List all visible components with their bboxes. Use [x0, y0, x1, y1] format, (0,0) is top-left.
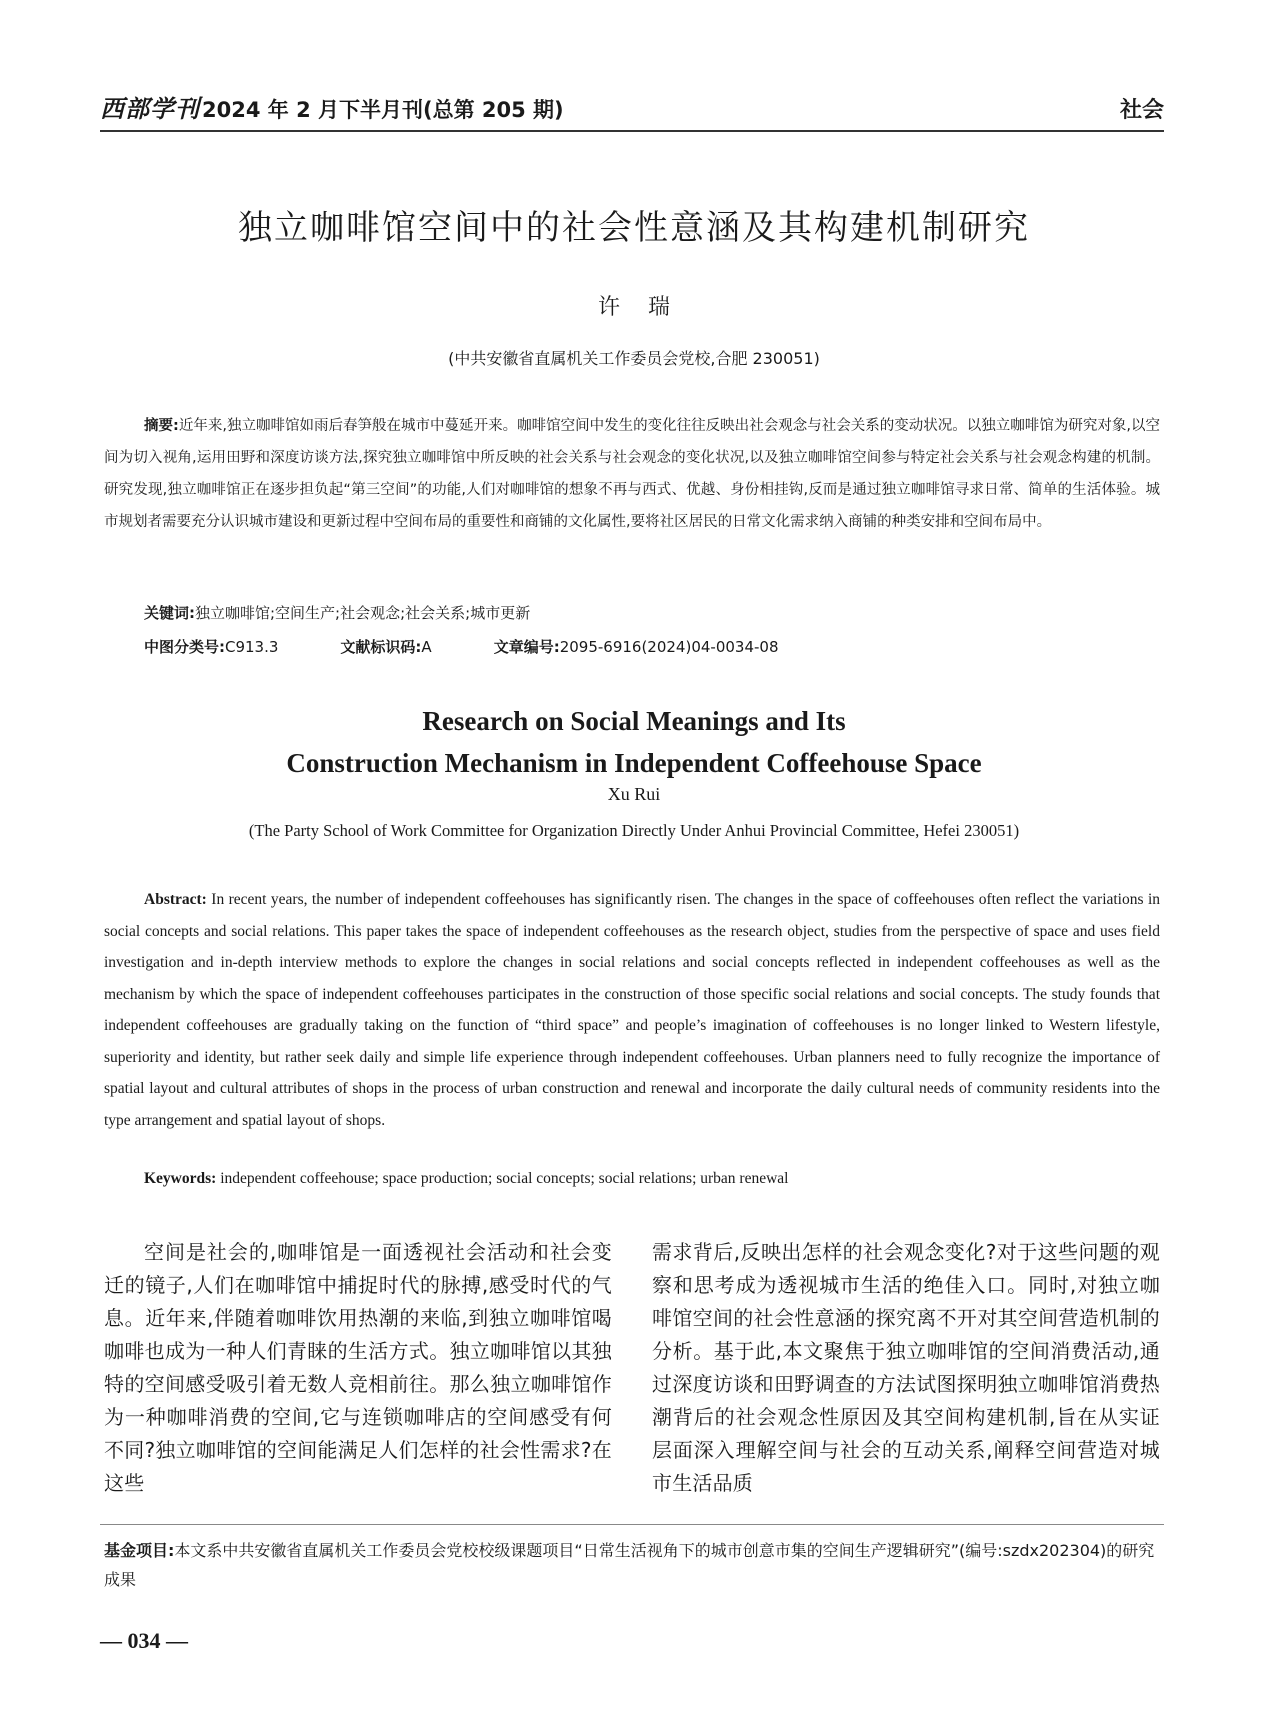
english-abstract: [104, 884, 1160, 1136]
english-abstract-label: Abstract:: [144, 891, 207, 908]
body-column-left: 空间是社会的,咖啡馆是一面透视社会活动和社会变迁的镜子,人们在咖啡馆中捕捉时代的脉搏,感受时代的气息。近年来,伴随着咖啡饮用热潮的来临,到独立咖啡馆喝咖啡也成为一种人们青睐的生活方式。独立咖啡馆以其独特的空间感受吸引着无数人竞相前往。那么独立咖啡馆作为一种咖啡消费的空间,它与连锁咖啡店的空间感受有何不同?独立咖啡馆的空间能满足人们怎样的社会性需求?在这些: [104, 1240, 612, 1495]
document-code: [340, 636, 431, 657]
section-name: 社会: [1119, 98, 1164, 123]
chinese-abstract: [104, 410, 1160, 538]
english-keywords: [144, 1170, 788, 1188]
chinese-keywords-label: 关键词:: [144, 604, 195, 622]
article-number: [494, 636, 779, 657]
document-code-value: A: [421, 638, 432, 656]
journal-name: 西部学刊: [100, 94, 200, 123]
english-keywords-label: Keywords:: [144, 1170, 217, 1187]
footnote-rule: [100, 1524, 1164, 1525]
english-author: Xu Rui: [607, 784, 661, 804]
article-number-label: 文章编号:: [493, 638, 560, 656]
english-keywords-text: independent coffeehouse; space production; social concepts; social relations; urban renewal: [220, 1170, 789, 1187]
funding-footnote: [104, 1536, 1160, 1594]
chinese-keywords-text: 独立咖啡馆;空间生产;社会观念;社会关系;城市更新: [195, 604, 531, 622]
english-title-line-1: Research on Social Meanings and Its: [422, 706, 846, 736]
clc-value: C913.3: [225, 638, 279, 656]
header-left: [100, 89, 564, 124]
issue-info: 2024 年 2 月下半月刊(总第 205 期): [202, 98, 564, 122]
article-number-value: 2095-6916(2024)04-0034-08: [559, 638, 779, 656]
english-abstract-text: In recent years, the number of independent coffeehouses has significantly risen. The changes in the space of coffeehouses often reflect the variations in social concepts and social relations. This paper takes the space of independent coffeehouses as the research object, studies from the perspective of space and uses field investigation and in-depth interview methods to explore the changes in social relations and social concepts reflected in independent coffeehouses as well as the mechanism by which the space of independent coffeehouses participates in the construction of those specific social relations and social concepts. The study founds that independent coffeehouses are gradually taking on the function of “third space” and people’s imagination of coffeehouses is no longer linked to Western lifestyle, superiority and identity, but rather seek daily and simple life experience through independent coffeehouses. Urban planners need to fully recognize the importance of spatial layout and cultural attributes of shops in the process of urban construction and renewal and incorporate the daily cultural needs of community residents into the type arrangement and spatial layout of shops.: [104, 891, 1161, 1129]
running-header: [100, 88, 1164, 124]
page-number: — 034 —: [100, 1628, 188, 1653]
chinese-abstract-text: 近年来,独立咖啡馆如雨后春笋般在城市中蔓延开来。咖啡馆空间中发生的变化往往反映出社会观念与社会关系的变动状况。以独立咖啡馆为研究对象,以空间为切入视角,运用田野和深度访谈方法,探究独立咖啡馆中所反映的社会关系与社会观念的变化状况,以及独立咖啡馆空间参与特定社会关系与社会观念构建的机制。研究发现,独立咖啡馆正在逐步担负起“第三空间”的功能,人们对咖啡馆的想象不再与西式、优越、身份相挂钩,反而是通过独立咖啡馆寻求日常、简单的生活体验。城市规划者需要充分认识城市建设和更新过程中空间布局的重要性和商铺的文化属性,要将社区居民的日常文化需求纳入商铺的种类安排和空间布局中。: [104, 418, 1160, 530]
body-column-right: 需求背后,反映出怎样的社会观念变化?对于这些问题的观察和思考成为透视城市生活的绝佳入口。同时,对独立咖啡馆空间的社会性意涵的探究离不开对其空间营造机制的分析。基于此,本文聚焦于独立咖啡馆的空间消费活动,通过深度访谈和田野调查的方法试图探明独立咖啡馆消费热潮背后的社会观念性原因及其空间构建机制,旨在从实证层面深入理解空间与社会的互动关系,阐释空间营造对城市生活品质: [652, 1240, 1160, 1495]
header-rule: [100, 130, 1164, 132]
english-affiliation: (The Party School of Work Committee for Organization Directly Under Anhui Provincial Committee, Hefei 230051): [248, 821, 1020, 840]
chinese-title: 独立咖啡馆空间中的社会性意涵及其构建机制研究: [238, 208, 1030, 248]
chinese-keywords: [144, 602, 530, 623]
english-title-line-2: Construction Mechanism in Independent Coffeehouse Space: [286, 748, 982, 778]
funding-text: 本文系中共安徽省直属机关工作委员会党校校级课题项目“日常生活视角下的城市创意市集的空间生产逻辑研究”(编号:szdx202304)的研究成果: [104, 1541, 1155, 1589]
english-title: [0, 700, 1268, 784]
chinese-affiliation: (中共安徽省直属机关工作委员会党校,合肥 230051): [448, 349, 820, 368]
clc-number: [144, 636, 278, 657]
funding-label: 基金项目:: [104, 1541, 175, 1560]
chinese-abstract-label: 摘要:: [144, 418, 179, 434]
chinese-author: 许瑞: [597, 295, 698, 320]
classification-row: [144, 636, 841, 657]
clc-label: 中图分类号:: [144, 638, 225, 656]
document-code-label: 文献标识码:: [340, 638, 422, 656]
